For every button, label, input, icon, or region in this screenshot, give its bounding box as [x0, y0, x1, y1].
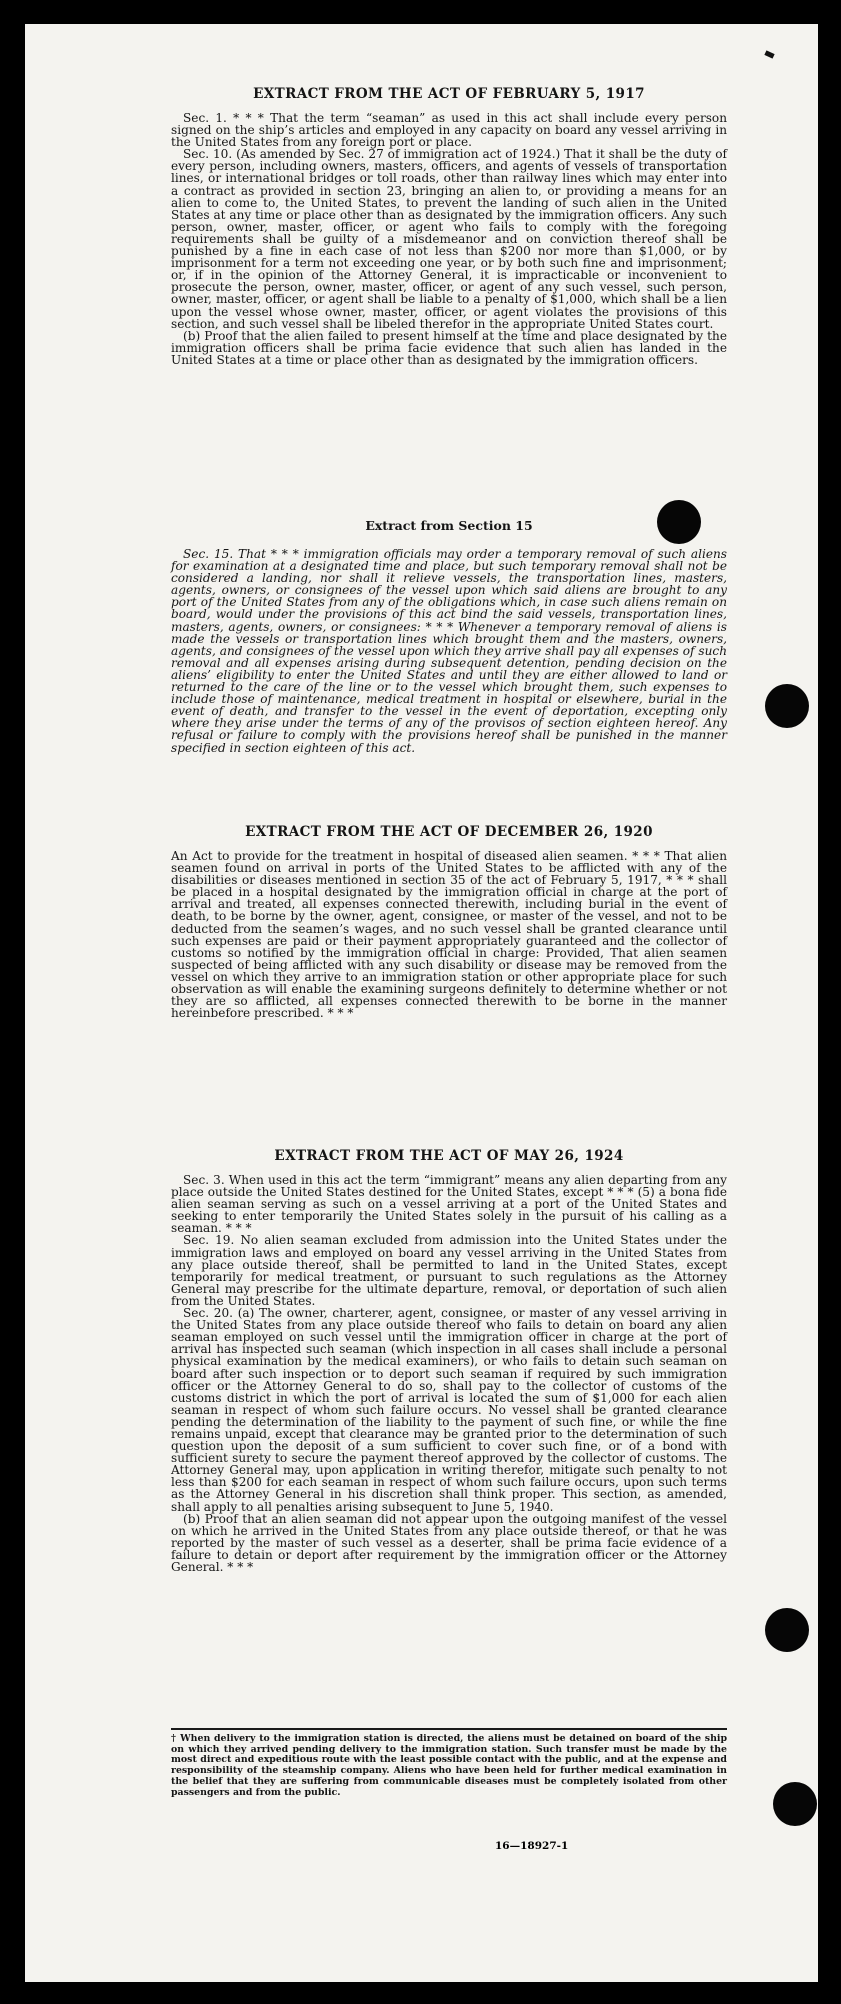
form-code: 16—18927-1 [495, 1840, 569, 1852]
section-1920 [171, 824, 727, 840]
document-content [25, 24, 818, 1982]
document-page [25, 24, 818, 1982]
section-1917 [171, 86, 727, 102]
section-15-heading-block [171, 518, 727, 533]
paragraph-proof-b: (b) Proof that the alien failed to present himself at the time and place designated by the immigration officers shall be prima facie evidence that such alien has landed in the United States at a time or place other than as designated by the immigration officers. [171, 328, 727, 367]
punch-hole [657, 500, 701, 544]
footnote: † When delivery to the immigration station is directed, the aliens must be detained on board of the ship on which they arrived pending delivery to the immigration station. Such transfer must be made by the most direct and expeditious route with the least possible contact with the public, and at the expense and responsibility of the steamship company. Aliens who have been held for further medical examination in the belief that they are suffering from communicable diseases must be completely isolated from other passengers and from the public. [171, 1733, 727, 1798]
section-15-body [171, 548, 727, 754]
paragraph-proof-b-1924: (b) Proof that an alien seaman did not appear upon the outgoing manifest of the vessel on which he arrived in the United States from any place outside thereof, or that he was reported by the master of such vessel as a deserter, shall be prima facie evidence of a failure to detain or deport after requirement by the immigration officer or the Attorney General. * * * [171, 1511, 727, 1574]
act-1920-body [171, 850, 727, 1019]
footnote-block [171, 1734, 727, 1798]
paragraph-sec-19: Sec. 19. No alien seaman excluded from admission into the United States under the immigration laws and employed on board any vessel arriving in the United States from any place outside thereof, shall be permitted to land in the United States, except temporarily for medical treatment, or pursuant to such regulations as the Attorney General may prescribe for the ultimate departure, removal, or deportation of such alien from the United States. [171, 1233, 727, 1308]
punch-hole [773, 1782, 817, 1826]
paragraph-sec-1: Sec. 1. * * * That the term “seaman” as used in this act shall include every person signed on the ship’s articles and employed in any capacity on board any vessel arriving in the United States from any foreign port or place. [171, 111, 727, 150]
act-1924-body [171, 1174, 727, 1573]
paragraph-sec-15: Sec. 15. That * * * immigration officials may order a temporary removal of such aliens for examination at a designated time and place, but such temporary removal shall not be considered a landing, nor shall it relieve vessels, the transportation lines, masters, agents, owners, or consignees of the vessel upon which said aliens are brought to any port of the United States from any of the obligations which, in case such aliens remain on board, would under the provisions of this act bind the said vessels, transportation lines, masters, agents, owners, or consignees: * * * Whenever a temporary removal of aliens is made the vessels or transportation lines which brought them and the masters, owners, agents, and consignees of the vessel upon which they arrive shall pay all expenses of such removal and all expenses arising during subsequent detention, pending decision on the aliens’ eligibility to enter the United States and until they are either allowed to land or returned to the care of the line or to the vessel which brought them, such expenses to include those of maintenance, medical treatment in hospital or elsewhere, burial in the event of death, and transfer to the vessel in the event of deportation, excepting only where they arise under the terms of any of the provisos of section eighteen hereof. Any refusal or failure to comply with the provisions hereof shall be punished in the manner specified in section eighteen of this act. [171, 547, 727, 755]
heading-act-1917: EXTRACT FROM THE ACT OF FEBRUARY 5, 1917 [253, 86, 645, 102]
act-1917-body [171, 112, 727, 366]
paragraph-sec-20: Sec. 20. (a) The owner, charterer, agent, consignee, or master of any vessel arriving in the United States from any place outside thereof who fails to detain on board any alien seaman employed on such vessel until the immigration officer in charge at the port of arrival has inspected such seaman (which inspection in all cases shall include a personal physical examination by the medical examiners), or who fails to detain such seaman on board after such inspection or to deport such seaman if required by such immigration officer or the Attorney General to do so, shall pay to the collector of customs of the customs district in which the port of arrival is located the sum of $1,000 for each alien seaman in respect of whom such failure occurs. No vessel shall be granted clearance pending the determination of the liability to the payment of such fine, or while the fine remains unpaid, except that clearance may be granted prior to the determination of such question upon the deposit of a sum sufficient to cover such fine, or of a bond with sufficient surety to secure the payment thereof approved by the collector of customs. The Attorney General may, upon application in writing therefor, mitigate such penalty to not less than $200 for each seaman in respect of whom such failure occurs, upon such terms as the Attorney General in his discretion shall think proper. This section, as amended, shall apply to all penalties arising subsequent to June 5, 1940. [171, 1306, 727, 1514]
heading-section-15: Extract from Section 15 [365, 518, 533, 533]
paragraph-sec-3: Sec. 3. When used in this act the term “immigrant” means any alien departing from any place outside the United States destined for the United States, except * * * (5) a bona fide alien seaman serving as such on a vessel arriving at a port of the United States and seeking to enter temporarily the United States solely in the pursuit of his calling as a seaman. * * * [171, 1173, 727, 1236]
heading-act-1920: EXTRACT FROM THE ACT OF DECEMBER 26, 1920 [245, 824, 653, 840]
paragraph-sec-10: Sec. 10. (As amended by Sec. 27 of immigration act of 1924.) That it shall be the duty of every person, including owners, masters, officers, and agents of vessels of transportation lines, or international bridges or toll roads, other than railway lines which may enter into a contract as provided in section 23, bringing an alien to, or providing a means for an alien to come to, the United States, to prevent the landing of such alien in the United States at any time or place other than as designated by the immigration officers. Any such person, owner, master, officer, or agent who fails to comply with the foregoing requirements shall be guilty of a misdemeanor and on conviction thereof shall be punished by a fine in each case of not less than $200 nor more than $1,000, or by imprisonment for a term not exceeding one year, or by both such fine and imprisonment; or, if in the opinion of the Attorney General, it is impracticable or inconvenient to prosecute the person, owner, master, officer, or agent of any such vessel, such person, owner, master, officer, or agent shall be liable to a penalty of $1,000, which shall be a lien upon the vessel whose owner, master, officer, or agent violates the provisions of this section, and such vessel shall be libeled therefor in the appropriate United States court. [171, 147, 727, 331]
section-1924 [171, 1148, 727, 1164]
punch-hole [765, 684, 809, 728]
paragraph-act-1920: An Act to provide for the treatment in hospital of diseased alien seamen. * * * That alien seamen found on arrival in ports of the United States to be afflicted with any of the disabilities or diseases mentioned in section 35 of the act of February 5, 1917, * * * shall be placed in a hospital designated by the immigration official in charge at the port of arrival and treated, all expenses connected therewith, including burial in the event of death, to be borne by the owner, agent, consignee, or master of the vessel, and not to be deducted from the seamen’s wages, and no such vessel shall be granted clearance until such expenses are paid or their payment appropriately guaranteed and the collector of customs so notified by the immigration official in charge: Provided, That alien seamen suspected of being afflicted with any such disability or disease may be removed from the vessel on which they arrive to an immigration station or other appropriate place for such observation as will enable the examining surgeons definitely to determine whether or not they are so afflicted, all expenses connected therewith to be borne in the manner hereinbefore prescribed. * * * [171, 849, 727, 1021]
punch-hole [765, 1608, 809, 1652]
footnote-divider [171, 1728, 727, 1730]
corner-mark [764, 50, 774, 58]
heading-act-1924: EXTRACT FROM THE ACT OF MAY 26, 1924 [274, 1148, 624, 1164]
